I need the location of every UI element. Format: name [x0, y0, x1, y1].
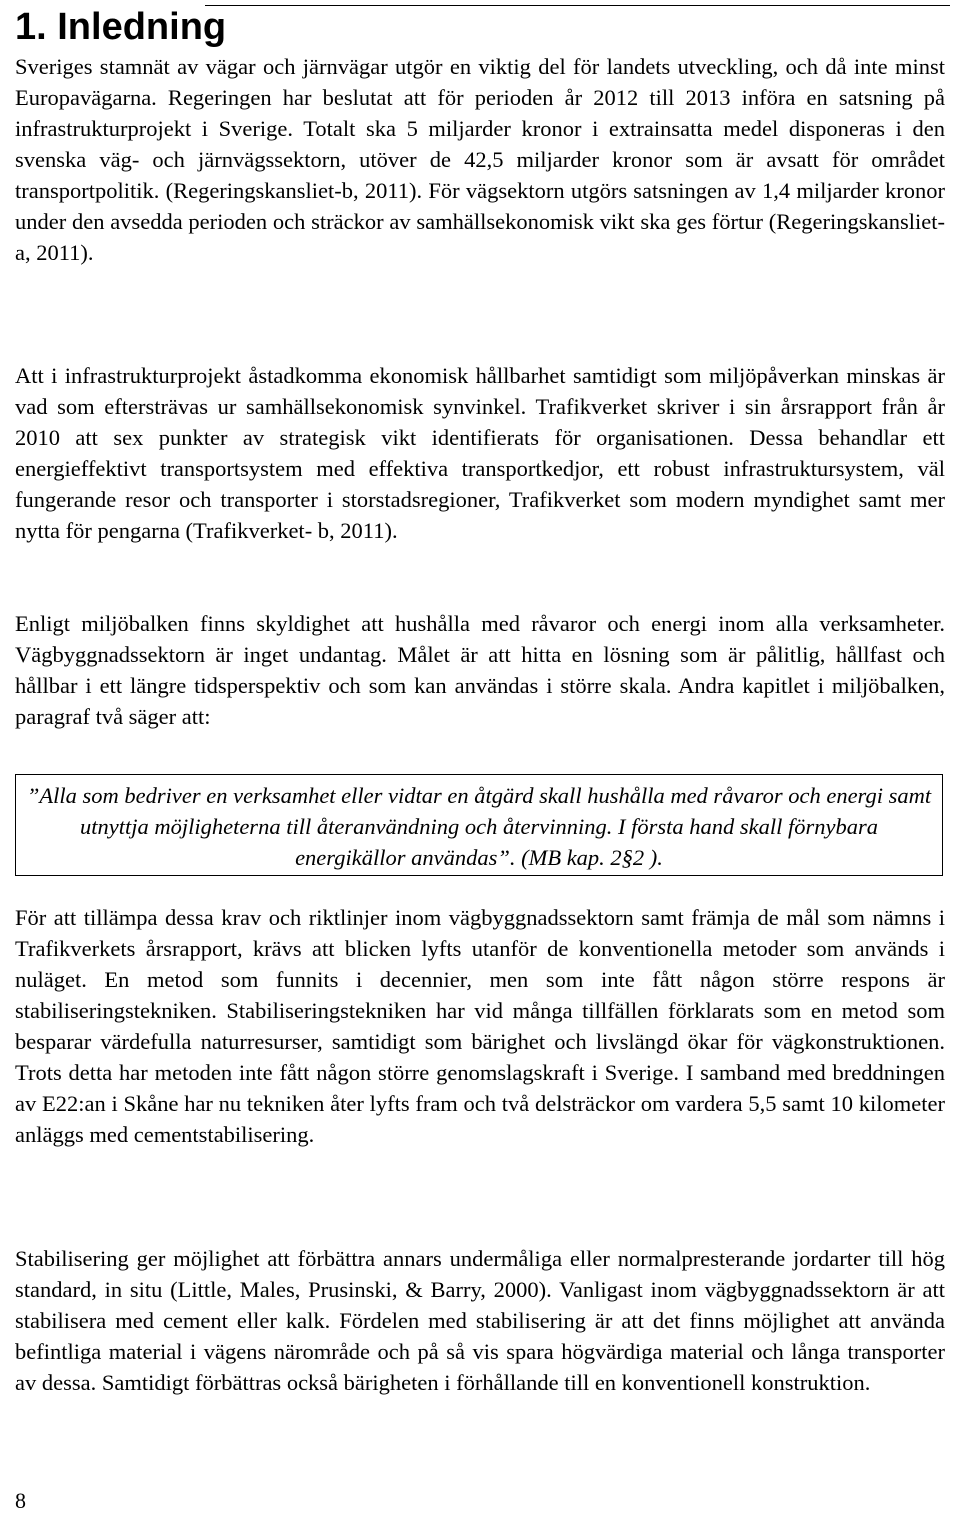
quote-box: [15, 774, 943, 876]
chapter-heading: 1. Inledning: [15, 6, 227, 48]
paragraph-environmental-code: Enligt miljöbalken finns skyldighet att hushålla med råvaror och energi inom alla verksamheter. Vägbyggnadssektorn är inget undantag. Målet är att hitta en lösning som är pålitlig, hållfast och hållbar i ett längre tidsperspektiv och som kan användas i större skala. Andra kapitlet i miljöbalken, paragraf två säger att:: [15, 611, 945, 729]
quote-text: ”Alla som bedriver en verksamhet eller vidtar en åtgärd skall hushålla med råvaror och energi samt utnyttja möjligheterna till återanvändning och återvinning. I första hand skall förnybara energikällor användas”. (MB kap. 2§2 ).: [26, 783, 932, 870]
header-rule: [205, 5, 950, 6]
paragraph-sustainability: Att i infrastrukturprojekt åstadkomma ekonomisk hållbarhet samtidigt som miljöpåverkan minskas är vad som eftersträvas ur samhällsekonomisk synvinkel. Trafikverket skriver i sin årsrapport från år 2010 att sex punkter av strategisk vikt identifierats för organisationen. Dessa behandlar ett energieffektivt transportsystem med effektiva transportkedjor, ett robust infrastruktursystem, väl fungerande resor och transporter i storstadsregioner, Trafikverket som modern myndighet samt mer nytta för pengarna (Trafikverket- b, 2011).: [15, 363, 945, 543]
paragraph-stabilization-method: För att tillämpa dessa krav och riktlinjer inom vägbyggnadssektorn samt främja de mål som nämns i Trafikverkets årsrapport, krävs att blicken lyfts utanför de konventionella metoder som används i nuläget. En metod som funnits i decennier, men som inte fått någon större respons är stabiliseringstekniken. Stabiliseringstekniken har vid många tillfällen förklarats som en metod som besparar värdefulla naturresurser, samtidigt som bärighet och livslängd ökar för vägkonstruktionen. Trots detta har metoden inte fått någon större genomslagskraft i Sverige. I samband med breddningen av E22:an i Skåne har nu tekniken åter lyfts fram och två delsträckor om vardera 5,5 samt 10 kilometer anläggs med cementstabilisering.: [15, 905, 945, 1147]
paragraph-intro: Sveriges stamnät av vägar och järnvägar utgör en viktig del för landets utveckling, och då inte minst Europavägarna. Regeringen har beslutat att för perioden år 2012 till 2013 införa en satsning på infrastrukturprojekt i Sverige. Totalt ska 5 miljarder kronor i extrainsatta medel disponeras i den svenska väg- och järnvägssektorn, utöver de 42,5 miljarder kronor som är avsatt för området transportpolitik. (Regeringskansliet-b, 2011). För vägsektorn utgörs satsningen av 1,4 miljarder kronor under den avsedda perioden och sträckor av samhällsekonomisk vikt ska ges förtur (Regeringskansliet-a, 2011).: [15, 54, 945, 265]
paragraph-stabilization-benefits: Stabilisering ger möjlighet att förbättra annars undermåliga eller normalpresterande jordarter till hög standard, in situ (Little, Males, Prusinski, & Barry, 2000). Vanligast inom vägbyggnadssektorn är att stabilisera med cement eller kalk. Fördelen med stabilisering är att det finns möjlighet att använda befintliga material i vägens närområde och på så vis spara högvärdiga material och långa transporter av dessa. Samtidigt förbättras också bärigheten i förhållande till en konventionell konstruktion.: [15, 1246, 945, 1395]
page-number: 8: [15, 1488, 26, 1513]
